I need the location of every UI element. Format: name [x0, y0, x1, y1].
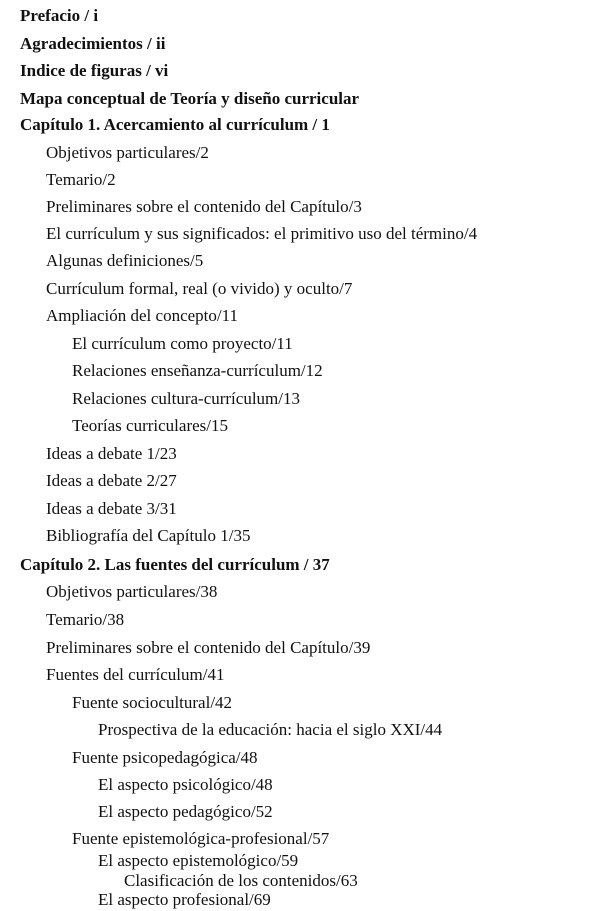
toc-entry: El aspecto profesional/69	[98, 890, 271, 909]
toc-entry-capitulo-2: Capítulo 2. Las fuentes del currículum / 37	[20, 555, 330, 574]
toc-entry: Ampliación del concepto/11	[46, 306, 238, 325]
toc-entry: Bibliografía del Capítulo 1/35	[46, 526, 251, 545]
toc-entry: Prospectiva de la educación: hacia el siglo XXI/44	[98, 720, 443, 739]
toc-entry: Relaciones cultura-currículum/13	[72, 389, 300, 408]
toc-entry: Temario/2	[46, 170, 116, 189]
toc-entry: Objetivos particulares/2	[46, 143, 209, 162]
toc-entry: Ideas a debate 2/27	[46, 471, 177, 490]
toc-entry: El aspecto psicológico/48	[98, 775, 273, 794]
toc-entry-prefacio: Prefacio / i	[20, 6, 99, 25]
toc-entry-capitulo-1: Capítulo 1. Acercamiento al currículum / 1	[20, 115, 330, 134]
toc-entry: El currículum y sus significados: el primitivo uso del término/4	[46, 224, 478, 243]
toc-entry: El aspecto pedagógico/52	[98, 802, 273, 821]
toc-entry: Preliminares sobre el contenido del Capítulo/3	[46, 197, 362, 216]
toc-entry: Preliminares sobre el contenido del Capítulo/39	[46, 638, 371, 657]
toc-entry: El aspecto epistemológico/59	[98, 851, 299, 870]
toc-entry: Fuente epistemológica-profesional/57	[72, 829, 330, 848]
toc-entry: Objetivos particulares/38	[46, 582, 218, 601]
toc-entry: Algunas definiciones/5	[46, 251, 204, 270]
toc-entry-agradecimientos: Agradecimientos / ii	[20, 34, 166, 53]
toc-entry: Teorías curriculares/15	[72, 416, 228, 435]
toc-entry: El currículum como proyecto/11	[72, 334, 293, 353]
toc-entry: Clasificación de los contenidos/63	[124, 871, 358, 890]
toc-entry: Currículum formal, real (o vivido) y oculto/7	[46, 279, 353, 298]
toc-entry: Fuentes del currículum/41	[46, 665, 225, 684]
toc-entry: Fuente psicopedagógica/48	[72, 748, 258, 767]
toc-entry-mapa-conceptual: Mapa conceptual de Teoría y diseño curricular	[20, 89, 360, 108]
toc-entry: Relaciones enseñanza-currículum/12	[72, 361, 323, 380]
toc-entry: Temario/38	[46, 610, 125, 629]
toc-entry: Ideas a debate 3/31	[46, 499, 177, 518]
toc-entry: Ideas a debate 1/23	[46, 444, 177, 463]
toc-entry: Fuente sociocultural/42	[72, 693, 233, 712]
toc-entry-indice-figuras: Indice de figuras / vi	[20, 61, 169, 80]
